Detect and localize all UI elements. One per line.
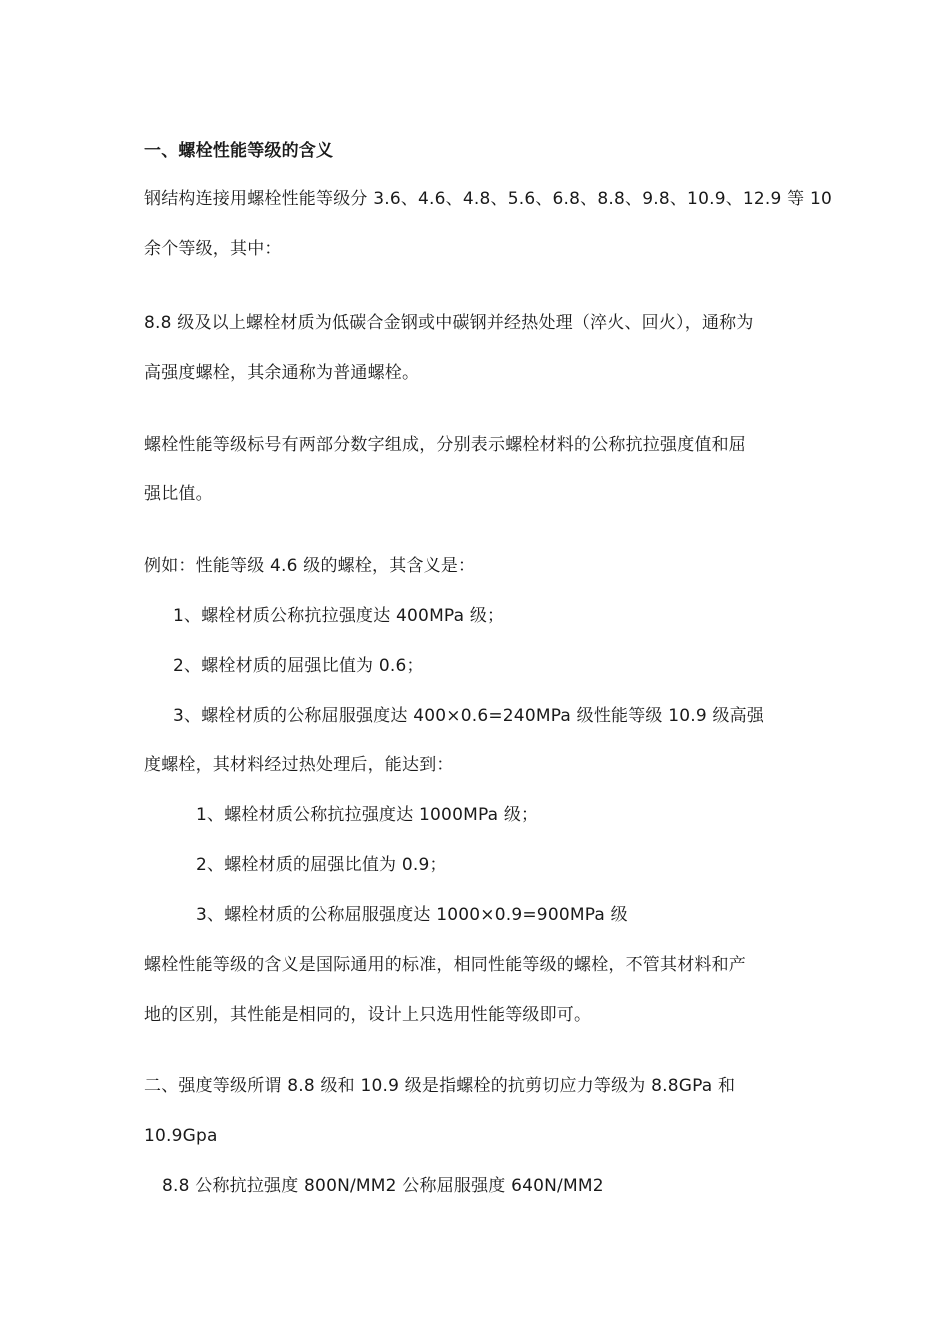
example-4-6-item-3-line1: 3、螺栓材质的公称屈服强度达 400×0.6=240MPa 级性能等级 10.9 级高强	[173, 706, 765, 726]
example-4-6-item-1: 1、螺栓材质公称抗拉强度达 400MPa 级；	[173, 606, 505, 626]
example-4-6-item-2: 2、螺栓材质的屈强比值为 0.6；	[173, 656, 424, 676]
example-10-9-item-1: 1、螺栓材质公称抗拉强度达 1000MPa 级；	[196, 805, 539, 825]
section2-line1: 二、强度等级所谓 8.8 级和 10.9 级是指螺栓的抗剪切应力等级为 8.8GPa 和	[144, 1076, 736, 1096]
paragraph-grades-line1: 钢结构连接用螺栓性能等级分 3.6、4.6、4.8、5.6、6.8、8.8、9.8、10.9、12.9 等 10	[144, 189, 832, 209]
paragraph-standard-line2: 地的区别，其性能是相同的，设计上只选用性能等级即可。	[144, 1005, 592, 1025]
paragraph-grades-line2: 余个等级，其中：	[144, 239, 282, 259]
paragraph-standard-line1: 螺栓性能等级的含义是国际通用的标准，相同性能等级的螺栓，不管其材料和产	[144, 955, 746, 975]
paragraph-high-strength-line1: 8.8 级及以上螺栓材质为低碳合金钢或中碳钢并经热处理（淬火、回火），通称为	[144, 313, 754, 333]
example-10-9-item-2: 2、螺栓材质的屈强比值为 0.9；	[196, 855, 447, 875]
example-4-6-item-3-line2: 度螺栓，其材料经过热处理后，能达到：	[144, 755, 454, 775]
section2-line3: 8.8 公称抗拉强度 800N/MM2 公称屈服强度 640N/MM2	[162, 1176, 604, 1196]
paragraph-example-intro: 例如：性能等级 4.6 级的螺栓，其含义是：	[144, 556, 476, 576]
paragraph-marking-line2: 强比值。	[144, 484, 213, 504]
paragraph-marking-line1: 螺栓性能等级标号有两部分数字组成，分别表示螺栓材料的公称抗拉强度值和屈	[144, 435, 746, 455]
example-10-9-item-3: 3、螺栓材质的公称屈服强度达 1000×0.9=900MPa 级	[196, 905, 628, 925]
section2-line2: 10.9Gpa	[144, 1126, 218, 1146]
paragraph-high-strength-line2: 高强度螺栓，其余通称为普通螺栓。	[144, 363, 420, 383]
section1-heading: 一、螺栓性能等级的含义	[144, 141, 334, 161]
